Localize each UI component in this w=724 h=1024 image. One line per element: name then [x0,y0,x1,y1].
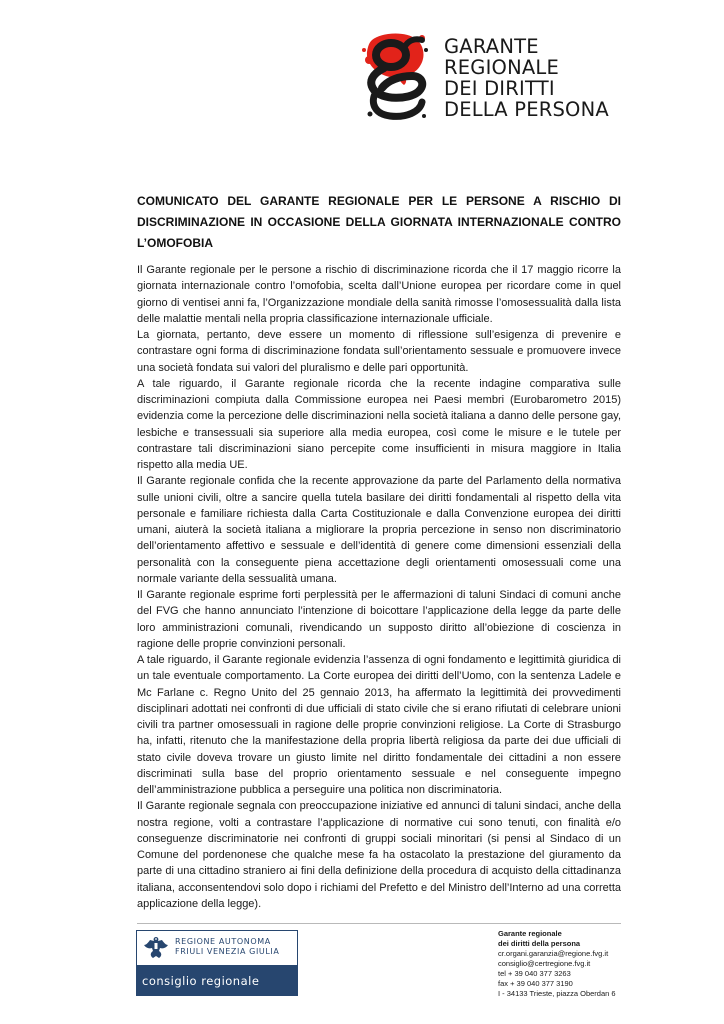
paragraph: A tale riguardo, il Garante regionale evidenzia l’assenza di ogni fondamento e legittimità giuridica di un tale eventuale comportamento. La Corte europea dei diritti dell’Uomo, con la sentenza Ladele e Mc Farlane c. Regno Unito del 25 gennaio 2013, ha affermato la legittimità dei provvedimenti disciplinari adottati nei confronti di due ufficiali di stato civile che si erano rifiutati di celebrare unioni civili tra partner omosessuali in ragione delle proprie convinzioni religiose. La Corte di Strasburgo ha, infatti, ritenuto che la manifestazione della propria libertà religiosa da parte dei due ufficiali di stato civile doveva trovare un giusto limite nel diritto fondamentale dei cittadini a non essere discriminati sulla base del proprio orientamento sessuale e nel conseguente impegno dell’amministrazione pubblica a perseguire una politica non discriminatoria. [137,654,621,796]
contact-email-2[interactable]: consiglio@certregione.fvg.it [498,959,591,968]
contact-name-2: dei diritti della persona [498,939,581,948]
paragraph: La giornata, pertanto, deve essere un momento di riflessione sull’esigenza di prevenire e contrastare ogni forma di discriminazione fondata sull’orientamento sessuale e promuovere invece una società fondata sui valori del pluralismo e delle pari opportunità. [137,329,621,374]
paragraph: Il Garante regionale per le persone a rischio di discriminazione ricorda che il 17 maggio ricorre la giornata internazionale contro l’omofobia, scelta dall’Unione europea per ricordare come in quel giorno di ventisei anni fa, l’Organizzazione mondiale della sanità rimosse l’omosessualità dalla lista delle malattie mentali nella propria classificazione internazionale ufficiale. [137,264,621,325]
logo-wordmark [444,36,609,120]
contact-name-1: Garante regionale [498,929,562,938]
logo-line-1: GARANTE [444,35,539,58]
eagle-crest-icon [142,934,170,962]
document-body [137,262,621,912]
fvg-line-1: REGIONE AUTONOMA [175,937,271,946]
paragraph: Il Garante regionale segnala con preoccupazione iniziative ed annunci di taluni sindaci, anche della nostra regione, volti a contrastare l’applicazione di normative cui sono tenuti, con finalità e/o conseguenze discriminatorie nei confronti di gruppi sociali minoritari (si pensi al Sindaco di un Comune del pordenonese che qualche mese fa ha ostacolato la prestazione del giuramento da parte di una cittadino straniero ai fini della definizione della procedura di acquisto della cittadinanza italiana, acconsentendovi solo dopo i richiami del Prefetto e del Ministro dell’Interno ad una corretta applicazione della legge). [137,800,621,910]
logo-line-3: DEI DIRITTI [444,77,555,100]
contact-tel: tel + 39 040 377 3263 [498,969,571,978]
logo-line-2: REGIONALE [444,56,559,79]
document-title: COMUNICATO DEL GARANTE REGIONALE PER LE PERSONE A RISCHIO DI DISCRIMINAZIONE IN OCCASIONE DELLA GIORNATA INTERNAZIONALE CONTRO L’OMOFOBIA [137,194,621,250]
paragraph: Il Garante regionale esprime forti perplessità per le affermazioni di taluni Sindaci di comuni anche del FVG che hanno annunciato l’intenzione di boicottare l’applicazione della legge da parte delle loro amministrazioni comunali, rivendicando un supposto diritto all’obiezione di coscienza in ragione delle proprie convinzioni personali. [137,589,621,650]
contact-block [498,929,648,999]
footer-divider [137,923,621,924]
paragraph: A tale riguardo, il Garante regionale ricorda che la recente indagine comparativa sulle discriminazioni compiuta dalla Commissione europea nei Paesi membri (Eurobarometro 2015) evidenzia come la percezione delle discriminazioni nella società italiana a danno delle persone gay, lesbiche e transessuali sia superiore alla media europea, così come le misure e le tutele per contrastare tali discriminazioni siano percepite come insufficienti in misura maggiore in Italia rispetto alla media UE. [137,377,621,471]
fvg-region-name [175,937,279,957]
paragraph: Il Garante regionale confida che la recente approvazione da parte del Parlamento della normativa sulle unioni civili, oltre a sancire quella tutela basilare dei diritti fondamentali al rispetto della vita personale e familiare richiesta dalla Carta Costituzionale e dalla Convenzione europea dei diritti umani, aiuterà la società italiana a migliorare la propria percezione in senso non discriminatorio dell’orientamento affettivo e sessuale e dell’identità di genere come dimensioni essenziali della personalità con la conseguente piena accettazione degli orientamenti omosessuali come una normale variante della sessualità umana. [137,475,621,585]
contact-email-1[interactable]: cr.organi.garanzia@regione.fvg.it [498,949,609,958]
contact-fax: fax + 39 040 377 3190 [498,979,573,988]
fvg-logo-top [136,930,298,965]
logo-line-4: DELLA PERSONA [444,98,609,121]
contact-address: I - 34133 Trieste, piazza Oberdan 6 [498,989,616,998]
garante-logo-mark [360,30,440,122]
consiglio-label: consiglio regionale [136,965,298,996]
fvg-consiglio-logo [136,930,298,996]
fvg-line-2: FRIULI VENEZIA GIULIA [175,947,280,956]
garante-logo [360,30,610,122]
